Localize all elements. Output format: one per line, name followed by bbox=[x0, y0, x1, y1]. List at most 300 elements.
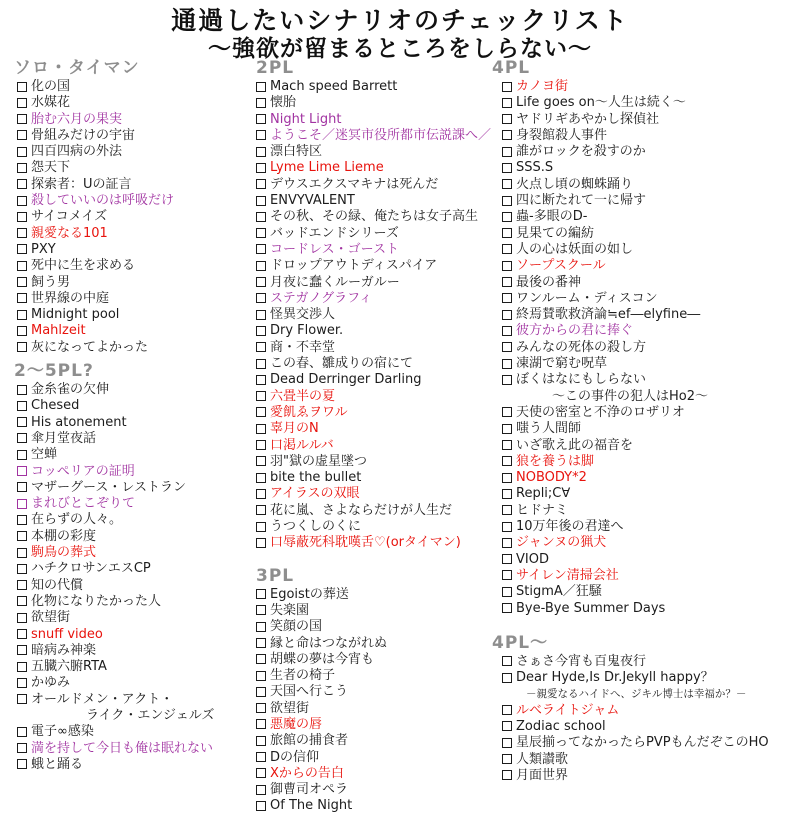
checkbox-icon[interactable] bbox=[17, 228, 27, 238]
checkbox-icon[interactable] bbox=[256, 801, 266, 811]
checkbox-icon[interactable] bbox=[17, 98, 27, 108]
checkbox-icon[interactable] bbox=[502, 424, 512, 434]
checkbox-icon[interactable] bbox=[17, 114, 27, 124]
item-label: 金糸雀の欠伸 bbox=[31, 382, 110, 398]
checklist-item bbox=[492, 568, 798, 584]
item-label: 嗤う人間師 bbox=[516, 421, 582, 437]
checklist-item bbox=[14, 144, 254, 160]
checkbox-icon[interactable] bbox=[502, 293, 512, 303]
checklist-item bbox=[14, 160, 254, 176]
checkbox-icon[interactable] bbox=[17, 515, 27, 525]
checklist-section bbox=[492, 58, 798, 617]
checkbox-icon[interactable] bbox=[17, 694, 27, 704]
checklist-item bbox=[14, 545, 254, 561]
checkbox-icon[interactable] bbox=[17, 326, 27, 336]
checkbox-icon[interactable] bbox=[502, 673, 512, 683]
checklist-item bbox=[256, 454, 492, 470]
checklist-item bbox=[14, 242, 254, 258]
item-label: SSS.S bbox=[516, 160, 554, 176]
checkbox-icon[interactable] bbox=[256, 147, 266, 157]
item-label: Midnight pool bbox=[31, 307, 120, 323]
checkbox-icon[interactable] bbox=[256, 261, 266, 271]
checklist-item bbox=[492, 654, 798, 670]
item-label: Dry Flower. bbox=[270, 323, 344, 339]
item-label: bite the bullet bbox=[270, 470, 362, 486]
item-label: 蟲-多眼のD- bbox=[516, 209, 588, 225]
checklist-item bbox=[14, 177, 254, 193]
checklist-item bbox=[256, 750, 492, 766]
item-label: アイラスの双眼 bbox=[270, 486, 360, 502]
item-label: Dead Derringer Darling bbox=[270, 372, 422, 388]
section-header: 4PL bbox=[492, 58, 531, 78]
checklist-item bbox=[14, 464, 254, 480]
item-label: His atonement bbox=[31, 414, 127, 430]
item-label: マザーグース・レストラン bbox=[31, 479, 186, 495]
item-label: サイレン清掃会社 bbox=[516, 567, 619, 583]
item-label: 世界線の中庭 bbox=[31, 290, 110, 306]
item-label: 化物になりたかった人 bbox=[31, 593, 162, 609]
checklist-item bbox=[256, 323, 492, 339]
item-label: 御曹司オペラ bbox=[270, 782, 349, 798]
checkbox-icon[interactable] bbox=[256, 293, 266, 303]
checkbox-icon[interactable] bbox=[17, 645, 27, 655]
item-label: その秋、その緑、俺たちは女子高生 bbox=[270, 209, 479, 225]
item-label: 怨天下 bbox=[31, 160, 71, 176]
checklist-item bbox=[256, 766, 492, 782]
item-label: Repli;C∀ bbox=[516, 486, 571, 502]
checkbox-icon[interactable] bbox=[256, 440, 266, 450]
checklist-item bbox=[492, 552, 798, 568]
checkbox-icon[interactable] bbox=[256, 473, 266, 483]
checklist-item bbox=[492, 519, 798, 535]
checkbox-icon[interactable] bbox=[502, 375, 512, 385]
checkbox-icon[interactable] bbox=[256, 489, 266, 499]
checkbox-icon[interactable] bbox=[502, 179, 512, 189]
checklist-item bbox=[256, 340, 492, 356]
checkbox-icon[interactable] bbox=[17, 743, 27, 753]
checkbox-icon[interactable] bbox=[256, 456, 266, 466]
checklist-item bbox=[14, 340, 254, 356]
item-label: 天使の密室と不浄のロザリオ bbox=[516, 404, 685, 420]
checkbox-icon[interactable] bbox=[256, 687, 266, 697]
item-label: まれびとこぞりて bbox=[31, 496, 136, 512]
item-label: かゆみ bbox=[31, 675, 71, 691]
item-label: 本棚の彩度 bbox=[31, 528, 97, 544]
checklist-item bbox=[492, 275, 798, 291]
checklist-item bbox=[256, 486, 492, 502]
checklist-item bbox=[256, 668, 492, 684]
checkbox-icon[interactable] bbox=[502, 505, 512, 515]
checkbox-icon[interactable] bbox=[17, 277, 27, 287]
checklist-item bbox=[256, 242, 492, 258]
checklist-item bbox=[492, 719, 798, 735]
checklist-item bbox=[492, 144, 798, 160]
checklist-item bbox=[492, 470, 798, 486]
checklist-item bbox=[256, 307, 492, 323]
checkbox-icon[interactable] bbox=[256, 785, 266, 795]
checkbox-icon[interactable] bbox=[502, 770, 512, 780]
checkbox-icon[interactable] bbox=[17, 385, 27, 395]
checklist-item bbox=[256, 356, 492, 372]
section-header: 2～5PL? bbox=[14, 361, 94, 382]
checkbox-icon[interactable] bbox=[17, 163, 27, 173]
checklist-item bbox=[14, 415, 254, 431]
item-label: 火点し頃の蜘蛛踊り bbox=[516, 176, 634, 192]
checkbox-icon[interactable] bbox=[17, 147, 27, 157]
item-label: 傘月堂夜話 bbox=[31, 430, 97, 446]
checkbox-icon[interactable] bbox=[256, 326, 266, 336]
checklist-item bbox=[256, 112, 492, 128]
checkbox-icon[interactable] bbox=[17, 179, 27, 189]
item-label: Life goes on～人生は続く～ bbox=[516, 95, 686, 111]
checkbox-icon[interactable] bbox=[502, 538, 512, 548]
checkbox-icon[interactable] bbox=[17, 629, 27, 639]
checkbox-icon[interactable] bbox=[256, 130, 266, 140]
checkbox-icon[interactable] bbox=[256, 114, 266, 124]
checkbox-icon[interactable] bbox=[502, 163, 512, 173]
checklist-item bbox=[256, 226, 492, 242]
item-label: 身裂館殺人事件 bbox=[516, 127, 608, 143]
item-label: 誰がロックを殺すのか bbox=[516, 144, 646, 160]
checkbox-icon[interactable] bbox=[502, 82, 512, 92]
checkbox-icon[interactable] bbox=[17, 596, 27, 606]
checklist-item bbox=[492, 670, 798, 686]
item-label: 月夜に蠢くルーガルー bbox=[270, 274, 400, 290]
page-title bbox=[0, 6, 800, 62]
item-label: 生者の椅子 bbox=[270, 668, 336, 684]
checklist-section bbox=[492, 633, 798, 784]
section-header: 2PL bbox=[256, 58, 295, 78]
checkbox-icon[interactable] bbox=[256, 671, 266, 681]
item-label: 灰になってよかった bbox=[31, 339, 149, 355]
checkbox-icon[interactable] bbox=[17, 401, 27, 411]
checklist-item bbox=[492, 160, 798, 176]
item-label: ようこそ／迷冥市役所都市伝説課へ／ bbox=[270, 127, 492, 143]
item-label: 親愛なる101 bbox=[31, 225, 108, 241]
checkbox-icon[interactable] bbox=[17, 417, 27, 427]
item-label: StigmA／狂騒 bbox=[516, 584, 602, 600]
checklist-item bbox=[492, 584, 798, 600]
checklist-item bbox=[256, 684, 492, 700]
checkbox-icon[interactable] bbox=[17, 727, 27, 737]
checklist-item bbox=[492, 752, 798, 768]
checklist-item bbox=[14, 128, 254, 144]
checkbox-icon[interactable] bbox=[256, 589, 266, 599]
checkbox-icon[interactable] bbox=[256, 391, 266, 401]
item-label: Of The Night bbox=[270, 798, 353, 814]
item-label: 飼う男 bbox=[31, 274, 71, 290]
checklist-item bbox=[492, 340, 798, 356]
checkbox-icon[interactable] bbox=[17, 678, 27, 688]
checkbox-icon[interactable] bbox=[256, 98, 266, 108]
checkbox-icon[interactable] bbox=[502, 114, 512, 124]
checkbox-icon[interactable] bbox=[256, 310, 266, 320]
checkbox-icon[interactable] bbox=[17, 244, 27, 254]
checkbox-icon[interactable] bbox=[256, 638, 266, 648]
checklist-item bbox=[14, 382, 254, 398]
checkbox-icon[interactable] bbox=[256, 736, 266, 746]
checkbox-icon[interactable] bbox=[256, 163, 266, 173]
item-label: この春、雛成りの宿にて bbox=[270, 356, 414, 372]
checkbox-icon[interactable] bbox=[502, 570, 512, 580]
checkbox-icon[interactable] bbox=[17, 261, 27, 271]
checkbox-icon[interactable] bbox=[502, 196, 512, 206]
checkbox-icon[interactable] bbox=[502, 456, 512, 466]
checkbox-icon[interactable] bbox=[17, 613, 27, 623]
item-label: オールドメン・アクト・ bbox=[31, 691, 174, 707]
item-label: Bye-Bye Summer Days bbox=[516, 600, 666, 616]
checkbox-icon[interactable] bbox=[256, 359, 266, 369]
checklist-item bbox=[14, 226, 254, 242]
checkbox-icon[interactable] bbox=[256, 424, 266, 434]
checkbox-icon[interactable] bbox=[17, 662, 27, 672]
checkbox-icon[interactable] bbox=[256, 719, 266, 729]
checklist-item bbox=[256, 636, 492, 652]
checklist-item bbox=[14, 741, 254, 757]
item-label: 愛飢ゑヲワル bbox=[270, 404, 348, 420]
checklist-item bbox=[14, 398, 254, 414]
checkbox-icon[interactable] bbox=[17, 580, 27, 590]
checklist-item bbox=[492, 405, 798, 421]
item-label: ハチクロサンエスCP bbox=[31, 561, 151, 577]
checkbox-icon[interactable] bbox=[502, 721, 512, 731]
item-label: ルベライトジャム bbox=[516, 702, 620, 718]
checkbox-icon[interactable] bbox=[256, 179, 266, 189]
checklist-item bbox=[256, 209, 492, 225]
checkbox-icon[interactable] bbox=[502, 228, 512, 238]
checklist-item bbox=[256, 144, 492, 160]
item-label: 探索者：Uの証言 bbox=[31, 176, 132, 192]
checklist-item bbox=[492, 735, 798, 751]
checkbox-icon[interactable] bbox=[256, 342, 266, 352]
item-label: 欲望街 bbox=[270, 700, 310, 716]
checkbox-icon[interactable] bbox=[256, 228, 266, 238]
checklist-item bbox=[256, 291, 492, 307]
item-label: 花に嵐、さよならだけが人生だ bbox=[270, 502, 453, 518]
checkbox-icon[interactable] bbox=[17, 466, 27, 476]
item-label: 懐胎 bbox=[270, 95, 297, 111]
checkbox-icon[interactable] bbox=[256, 212, 266, 222]
checklist-item bbox=[256, 652, 492, 668]
checklist-item bbox=[14, 480, 254, 496]
checkbox-icon[interactable] bbox=[256, 522, 266, 532]
page-title-line2: ～強欲が留まるところをしらない～ bbox=[208, 36, 592, 62]
checkbox-icon[interactable] bbox=[17, 531, 27, 541]
checkbox-icon[interactable] bbox=[502, 587, 512, 597]
checklist-item bbox=[256, 798, 492, 814]
checkbox-icon[interactable] bbox=[17, 482, 27, 492]
checkbox-icon[interactable] bbox=[502, 261, 512, 271]
item-label: Xからの告白 bbox=[270, 765, 344, 781]
item-label: snuff video bbox=[31, 626, 103, 642]
checkbox-icon[interactable] bbox=[502, 98, 512, 108]
item-label: ぼくはなにもしらない bbox=[516, 372, 647, 388]
checklist-section bbox=[14, 58, 254, 356]
checklist-item bbox=[256, 619, 492, 635]
item-label: うつくしのくに bbox=[270, 519, 362, 535]
item-label: 化の国 bbox=[31, 79, 71, 94]
checkbox-icon[interactable] bbox=[502, 212, 512, 222]
item-label: ステガノグラフィ bbox=[270, 290, 373, 306]
checkbox-icon[interactable] bbox=[256, 244, 266, 254]
checklist-item bbox=[492, 454, 798, 470]
checkbox-icon[interactable] bbox=[17, 196, 27, 206]
checkbox-icon[interactable] bbox=[17, 310, 27, 320]
checklist-item bbox=[256, 587, 492, 603]
checklist-item bbox=[256, 438, 492, 454]
checkbox-icon[interactable] bbox=[502, 738, 512, 748]
checklist-item bbox=[492, 79, 798, 95]
checklist-item bbox=[14, 447, 254, 463]
item-label: 五臓六腑RTA bbox=[31, 659, 107, 675]
checklist-item bbox=[256, 717, 492, 733]
checkbox-icon[interactable] bbox=[502, 473, 512, 483]
checklist-item bbox=[492, 768, 798, 784]
checklist-item bbox=[14, 659, 254, 675]
checkbox-icon[interactable] bbox=[502, 359, 512, 369]
item-label: 人類讃歌 bbox=[516, 751, 569, 767]
checkbox-icon[interactable] bbox=[502, 342, 512, 352]
item-label: 口渇ルルバ bbox=[270, 437, 334, 453]
item-label: ソープスクール bbox=[516, 258, 606, 274]
item-label: 四百四病の外法 bbox=[31, 144, 123, 160]
item-label: 終焉賛歌救済論≒ef―elyfine― bbox=[516, 307, 701, 323]
checklist-section bbox=[256, 58, 492, 552]
checkbox-icon[interactable] bbox=[256, 752, 266, 762]
item-label: 胡蝶の夢は今宵も bbox=[270, 651, 375, 667]
checkbox-icon[interactable] bbox=[17, 564, 27, 574]
item-label: 漂白特区 bbox=[270, 144, 323, 160]
checklist-item bbox=[14, 79, 254, 95]
checklist-item bbox=[256, 535, 492, 551]
checklist-item bbox=[14, 291, 254, 307]
checkbox-icon[interactable] bbox=[256, 196, 266, 206]
checkbox-icon[interactable] bbox=[502, 705, 512, 715]
checkbox-icon[interactable] bbox=[502, 310, 512, 320]
checklist-column-middle bbox=[256, 58, 492, 815]
item-label: 駒鳥の葬式 bbox=[31, 545, 97, 561]
item-label: 人の心は妖面の如し bbox=[516, 241, 634, 257]
checkbox-icon[interactable] bbox=[17, 130, 27, 140]
checklist-item bbox=[256, 421, 492, 437]
item-label: 電子∞感染 bbox=[31, 724, 94, 740]
item-label: ヤドリギあやかし探偵社 bbox=[516, 111, 660, 127]
checkbox-icon[interactable] bbox=[256, 605, 266, 615]
item-label: 暗病み神楽 bbox=[31, 642, 97, 658]
checkbox-icon[interactable] bbox=[502, 603, 512, 613]
checklist-item bbox=[14, 275, 254, 291]
item-label: 旅館の捕食者 bbox=[270, 733, 349, 749]
checklist-item bbox=[14, 95, 254, 111]
checkbox-icon[interactable] bbox=[502, 440, 512, 450]
checklist-item bbox=[256, 405, 492, 421]
checkbox-icon[interactable] bbox=[256, 505, 266, 515]
checkbox-icon[interactable] bbox=[502, 754, 512, 764]
checklist-section bbox=[14, 361, 254, 773]
item-label: 空蝉 bbox=[31, 447, 58, 463]
checklist-item bbox=[492, 307, 798, 323]
item-label: NOBODY*2 bbox=[516, 470, 587, 486]
checkbox-icon[interactable] bbox=[17, 499, 27, 509]
checklist-item bbox=[14, 643, 254, 659]
checkbox-icon[interactable] bbox=[502, 130, 512, 140]
checkbox-icon[interactable] bbox=[256, 82, 266, 92]
checklist-item bbox=[492, 438, 798, 454]
item-label: カノヨ街 bbox=[516, 79, 569, 94]
checkbox-icon[interactable] bbox=[256, 654, 266, 664]
checkbox-icon[interactable] bbox=[256, 703, 266, 713]
checklist-item bbox=[256, 389, 492, 405]
item-label: コッペリアの証明 bbox=[31, 463, 135, 479]
checklist-item bbox=[14, 594, 254, 610]
item-label: ドロップアウトディスパイア bbox=[270, 258, 438, 274]
checkbox-icon[interactable] bbox=[502, 407, 512, 417]
checklist-item bbox=[256, 503, 492, 519]
checkbox-icon[interactable] bbox=[17, 759, 27, 769]
checkbox-icon[interactable] bbox=[502, 244, 512, 254]
item-label: いざ歌え此の福音を bbox=[516, 437, 634, 453]
item-label: 欲望街 bbox=[31, 610, 71, 626]
checkbox-icon[interactable] bbox=[502, 522, 512, 532]
item-label: 辜月のN bbox=[270, 421, 319, 437]
checkbox-icon[interactable] bbox=[17, 342, 27, 352]
checkbox-icon[interactable] bbox=[17, 293, 27, 303]
item-label: 笑顔の国 bbox=[270, 619, 323, 635]
checklist-item bbox=[492, 601, 798, 617]
checkbox-icon[interactable] bbox=[17, 212, 27, 222]
checklist-item bbox=[256, 782, 492, 798]
checkbox-icon[interactable] bbox=[502, 489, 512, 499]
checkbox-icon[interactable] bbox=[256, 768, 266, 778]
checkbox-icon[interactable] bbox=[256, 277, 266, 287]
checklist-item bbox=[492, 242, 798, 258]
checkbox-icon[interactable] bbox=[502, 277, 512, 287]
item-label: Chesed bbox=[31, 398, 80, 414]
checkbox-icon[interactable] bbox=[17, 433, 27, 443]
checkbox-icon[interactable] bbox=[502, 656, 512, 666]
checkbox-icon[interactable] bbox=[17, 548, 27, 558]
checkbox-icon[interactable] bbox=[502, 326, 512, 336]
checklist-item bbox=[492, 226, 798, 242]
checklist-item bbox=[256, 733, 492, 749]
checkbox-icon[interactable] bbox=[17, 82, 27, 92]
checkbox-icon[interactable] bbox=[502, 554, 512, 564]
item-label-line2: ライク・エンジェルズ bbox=[86, 707, 215, 723]
item-label: Dear Hyde,Is Dr.Jekyll happy？ bbox=[516, 670, 714, 686]
item-label: 悪魔の唇 bbox=[270, 716, 323, 732]
checklist-item bbox=[492, 95, 798, 111]
item-label: 凍湖で窮む呪草 bbox=[516, 356, 608, 372]
checkbox-icon[interactable] bbox=[256, 375, 266, 385]
section-header: 4PL～ bbox=[492, 632, 549, 653]
item-label: ヒドナミ bbox=[516, 502, 569, 518]
checklist-item bbox=[14, 757, 254, 773]
checklist-item bbox=[256, 79, 492, 95]
item-label: Dの信仰 bbox=[270, 749, 320, 765]
checkbox-icon[interactable] bbox=[502, 147, 512, 157]
checklist-item bbox=[256, 470, 492, 486]
checkbox-icon[interactable] bbox=[17, 450, 27, 460]
checkbox-icon[interactable] bbox=[256, 622, 266, 632]
checklist-item bbox=[492, 356, 798, 372]
checklist-item bbox=[492, 193, 798, 209]
item-label: 満を持して今日も俺は眠れない bbox=[31, 740, 214, 756]
checkbox-icon[interactable] bbox=[256, 407, 266, 417]
checklist-item bbox=[256, 519, 492, 535]
item-label: ワンルーム・ディスコン bbox=[516, 290, 658, 306]
checkbox-icon[interactable] bbox=[256, 538, 266, 548]
checklist-item bbox=[492, 535, 798, 551]
